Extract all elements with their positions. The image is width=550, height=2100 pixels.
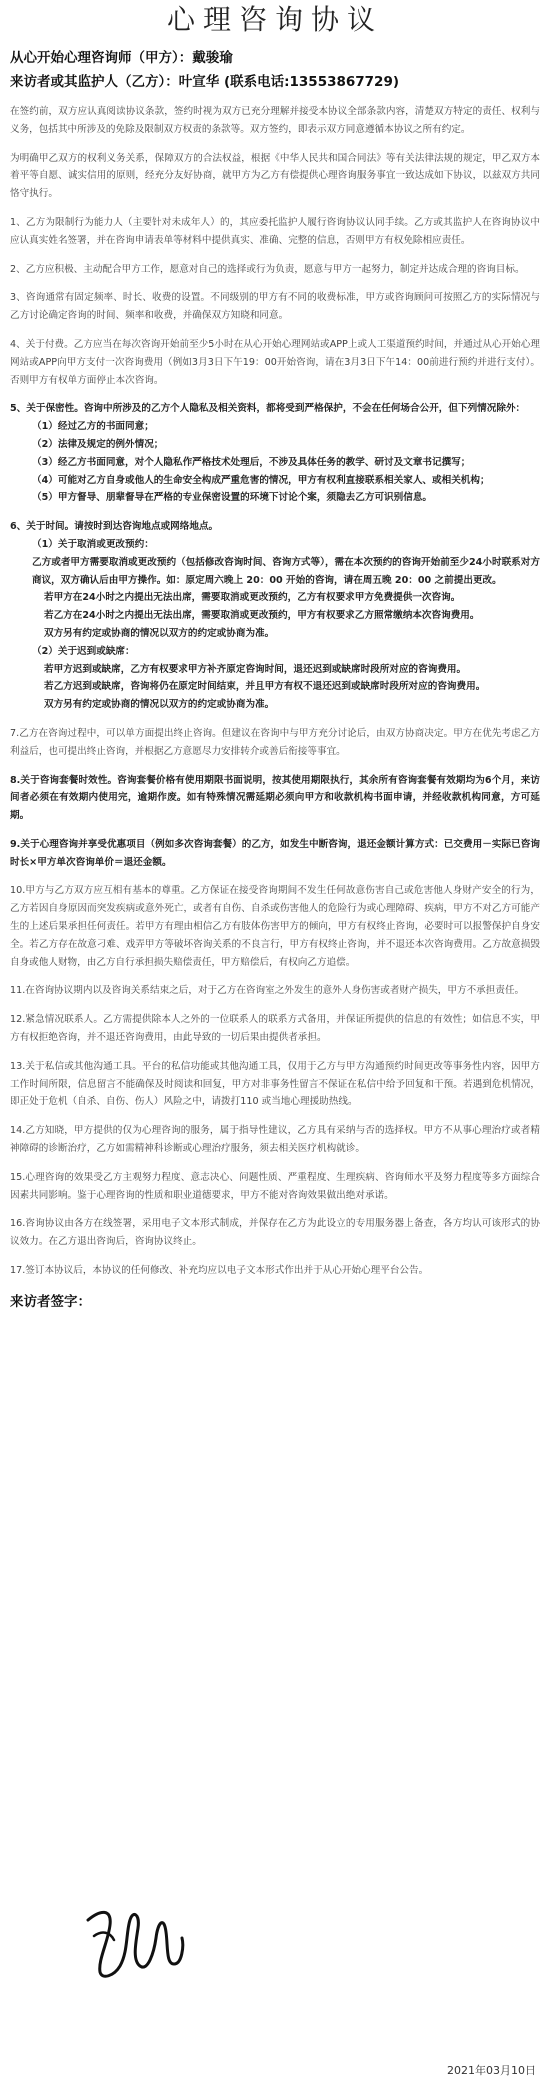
clause-6-text-2: 若甲方在24小时之内提出无法出席，需要取消或更改预约，乙方有权要求甲方免费提供一次咨询。 (44, 592, 461, 604)
clause-6-text-7: 双方另有约定或协商的情况以双方的约定或协商为准。 (44, 699, 275, 711)
party-b-line: 来访者或其监护人（乙方）：叶宣华 (联系电话:13553867729) (10, 74, 400, 90)
clause-14: 14.乙方知晓，甲方提供的仅为心理咨询的服务，属于指导性建议，乙方具有采纳与否的选择权。甲方不从事心理治疗或者精神障碍的诊断治疗，乙方如需精神科诊断或心理治疗服务，须去相关医疗机构就诊。 (10, 1125, 540, 1155)
clause-5-item-5: （5）甲方督导、朋辈督导在严格的专业保密设置的环境下讨论个案，须隐去乙方可识别信息。 (32, 492, 433, 504)
clause-11: 11.在咨询协议期内以及咨询关系结束之后，对于乙方在咨询室之外发生的意外人身伤害或者财产损失，甲方不承担责任。 (10, 985, 525, 997)
clause-10: 10.甲方与乙方双方应互相有基本的尊重。乙方保证在接受咨询期间不发生任何故意伤害自己或危害他人身财产安全的行为，乙方若因自身原因而突发疾病或意外死亡，或者有自伤、自杀或伤害他人的危险行为或心理障碍、疾病，甲方不对乙方可能产生的上述后果承担任何责任。若甲方有理由相信乙方有肢体伤害甲方的倾向，甲方有权终止咨询，必要时可以报警保护自身安全。若乙方存在故意刁难、戏弄甲方等破坏咨询关系的不良言行，甲方有权终止咨询，并不退还本次咨询费用。乙方故意损毁自身或他人财物，由乙方自行承担损失赔偿责任，甲方赔偿后，有权向乙方追偿。 (10, 885, 540, 968)
clause-1: 1、乙方为限制行为能力人（主要针对未成年人）的，其应委托监护人履行咨询协议认同手续。乙方或其监护人在咨询协议中应认真实姓名签署，并在咨询申请表单等材料中提供真实、准确、完整的信息，否则甲方有权免除相应责任。 (10, 216, 540, 246)
clause-15: 15.心理咨询的效果受乙方主观努力程度、意志决心、问题性质、严重程度、生理疾病、咨询师水平及努力程度等多方面综合因素共同影响。鉴于心理咨询的性质和职业道德要求，甲方不能对咨询效果做出绝对承诺。 (10, 1171, 540, 1201)
signing-date: 2021年03月10日 (447, 2064, 536, 2077)
basis-paragraph: 为明确甲乙双方的权利义务关系，保障双方的合法权益，根据《中华人民共和国合同法》等有关法律法规的规定，甲乙双方本着平等自愿、诚实信用的原则，经充分友好协商，就甲方为乙方有偿提供心理咨询服务事宜一致达成如下协议，以兹双方共同恪守执行。 (10, 152, 540, 200)
preamble-paragraph: 在签约前，双方应认真阅读协议条款，签约时视为双方已充分理解并接受本协议全部条款内容，清楚双方特定的责任、权利与义务，包括其中所涉及的免除及限制双方权责的条款等。双方签约，即表示双方同意遵循本协议之所有约定。 (10, 106, 540, 135)
clause-6-text-1: 乙方或者甲方需要取消或更改预约（包括修改咨询时间、咨询方式等），需在本次预约的咨询开始前至少24小时联系对方商议，双方确认后由甲方操作。如：原定周六晚上 20：00 开始的咨询，请在周五晚 20：00 之前提出更改。 (32, 556, 540, 586)
signature-label: 来访者签字： (10, 1293, 91, 1310)
page-title: 心理咨询协议 (166, 3, 383, 36)
clause-4: 4、关于付费。乙方应当在每次咨询开始前至少5小时在从心开始心理网站或APP上或人工渠道预约时间，并通过从心开始心理网站或APP向甲方支付一次咨询费用（例如3月3日下午19：00开始咨询，请在3月3日下午14：00前进行预约并进行支付）。否则甲方有权单方面停止本次咨询。 (10, 338, 540, 386)
clause-9: 9.关于心理咨询并享受优惠项目（例如多次咨询套餐）的乙方，如发生中断咨询，退还金额计算方式：已交费用－实际已咨询时长×甲方单次咨询单价＝退还金额。 (10, 838, 540, 868)
clause-5-item-1: （1）经过乙方的书面同意； (32, 421, 154, 433)
clause-6-text-6: 若乙方迟到或缺席，咨询将仍在原定时间结束，并且甲方有权不退还迟到或缺席时段所对应的咨询费用。 (44, 681, 486, 693)
clause-2: 2、乙方应积极、主动配合甲方工作，愿意对自己的选择或行为负责，愿意与甲方一起努力，制定并达成合理的咨询目标。 (10, 263, 525, 275)
clause-12: 12.紧急情况联系人。乙方需提供除本人之外的一位联系人的联系方式备用，并保证所提供的信息的有效性；如信息不实，甲方有权拒绝咨询，并不退还咨询费用，由此导致的一切后果由提供者承担。 (10, 1014, 540, 1044)
clause-5-item-2: （2）法律及规定的例外情况； (32, 438, 164, 450)
clause-6-time: 6、关于时间。请按时到达咨询地点或网络地点。 (10, 521, 219, 533)
clause-8: 8.关于咨询套餐时效性。咨询套餐价格有使用期限书面说明，按其使用期限执行，其余所有咨询套餐有效期均为6个月，来访间者必须在有效期内使用完，逾期作废。如有特殊情况需延期必须向甲方和收款机构书面申请，并经收款机构同意，方可延期。 (10, 774, 540, 822)
clause-5-confidentiality: 5、关于保密性。咨询中所涉及的乙方个人隐私及相关资料，都将受到严格保护，不会在任何场合公开，但下列情况除外： (10, 403, 526, 415)
clause-6-text-3: 若乙方在24小时之内提出无法出席，需要取消或更改预约，甲方有权要求乙方照常缴纳本次咨询费用。 (44, 610, 480, 622)
party-a-line: 从心开始心理咨询师（甲方）：戴骏瑜 (10, 50, 233, 66)
clause-3: 3、咨询通常有固定频率、时长、收费的设置。不同级别的甲方有不同的收费标准，甲方或咨询顾问可按照乙方的实际情况与乙方讨论确定咨询的时间、频率和收费，并确保双方知晓和同意。 (10, 292, 540, 322)
clause-5-item-3: （3）经乙方书面同意，对个人隐私作严格技术处理后，不涉及具体任务的教学、研讨及文章书记撰写； (32, 456, 471, 468)
clause-16: 16.咨询协议由各方在线签署，采用电子文本形式制成，并保存在乙方为此设立的专用服务器上备查，各方均认可该形式的协议效力。在乙方退出咨询后，咨询协议终止。 (10, 1218, 540, 1248)
clause-7: 7.乙方在咨询过程中，可以单方面提出终止咨询。但建议在咨询中与甲方充分讨论后，由双方协商决定。甲方在优先考虑乙方利益后，也可提出终止咨询，并根据乙方意愿尽力安排转介或善后衔接等事宜。 (10, 727, 540, 757)
clause-6-text-5: 若甲方迟到或缺席，乙方有权要求甲方补齐原定咨询时间，退还迟到或缺席时段所对应的咨询费用。 (44, 663, 467, 675)
clause-6-sub-1: （1）关于取消或更改预约： (32, 538, 154, 550)
clause-5-item-4: （4）可能对乙方自身或他人的生命安全构成严重危害的情况，甲方有权利直接联系相关家人、或相关机构； (32, 474, 490, 486)
clause-13: 13.关于私信或其他沟通工具。平台的私信功能或其他沟通工具，仅用于乙方与甲方沟通预约时间更改等事务性内容，因甲方工作时间所限，信息留言不能确保及时阅读和回复，甲方对非事务性留言不保证在私信中给予回复和干预。若遇到危机情况，即正处于危机（自杀、自伤、伤人）风险之中，请拨打110 或当地心理援助热线。 (10, 1060, 540, 1108)
clause-6-text-4: 双方另有约定或协商的情况以双方的约定或协商为准。 (44, 627, 275, 639)
handwritten-signature (70, 1880, 200, 1990)
clause-6-sub-2: （2）关于迟到或缺席： (32, 645, 135, 657)
clause-17: 17.签订本协议后，本协议的任何修改、补充均应以电子文本形式作出并于从心开始心理平台公告。 (10, 1265, 429, 1277)
